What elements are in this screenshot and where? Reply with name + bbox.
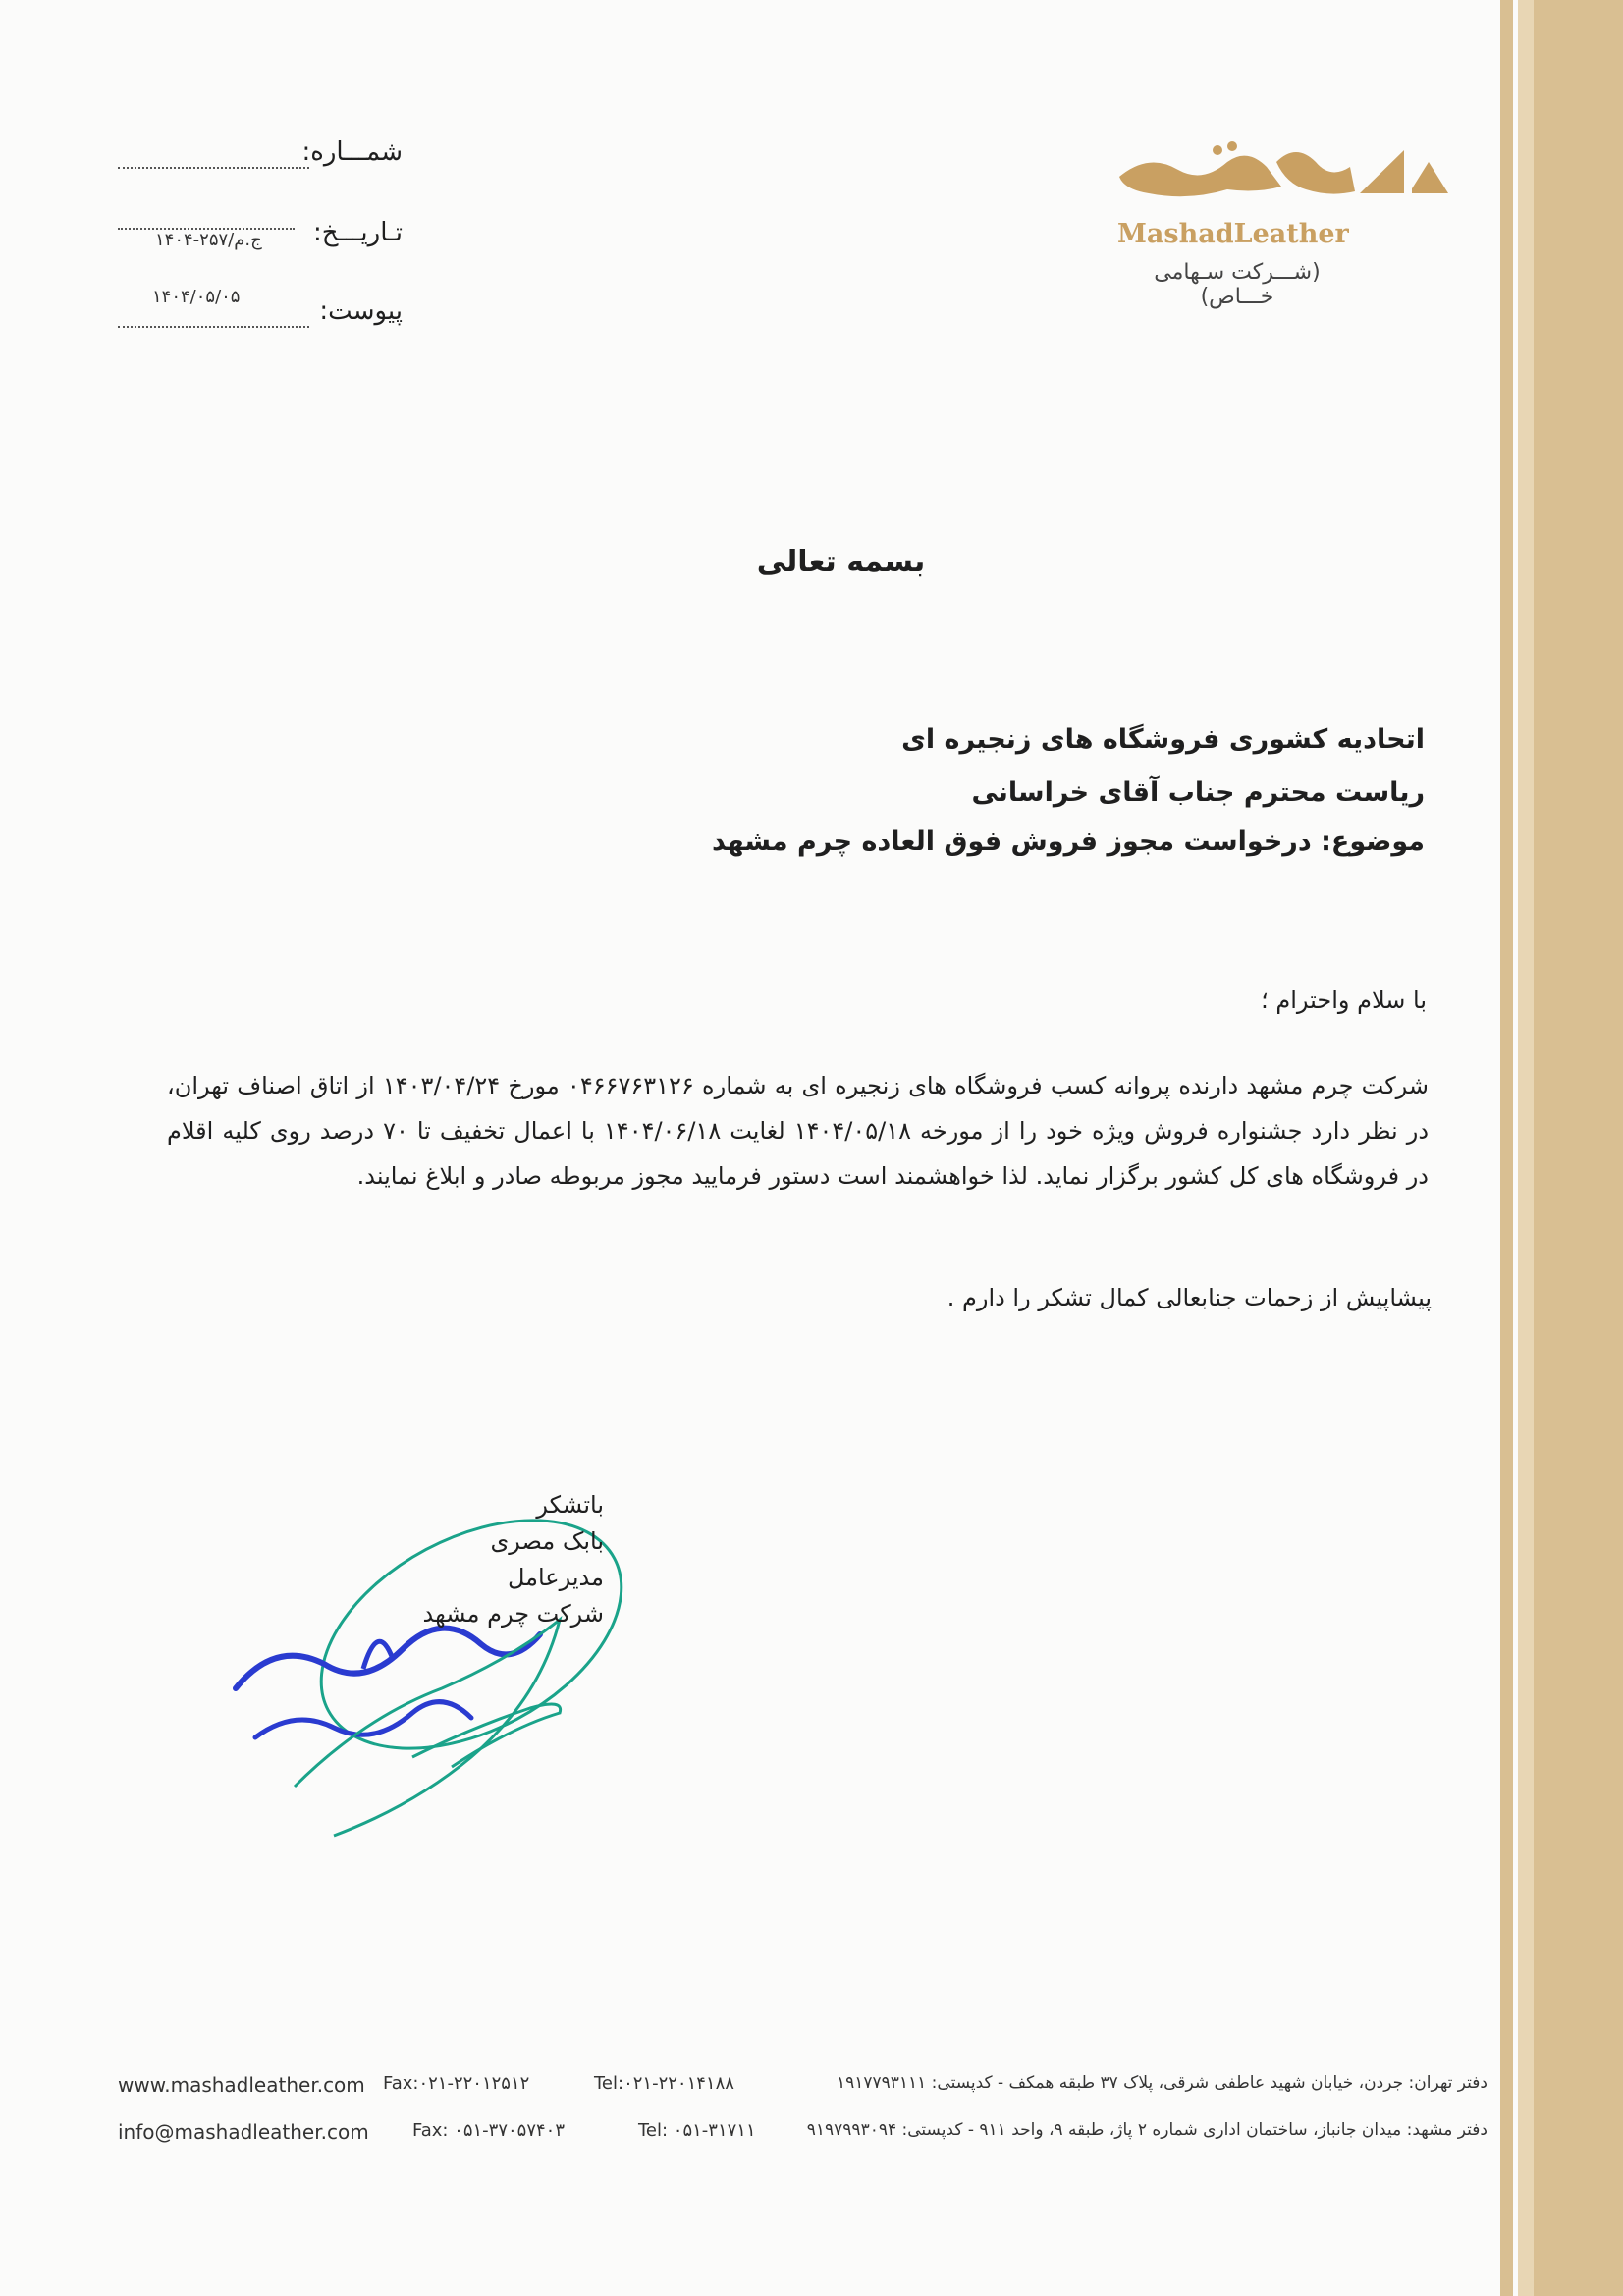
closing-line: پیشاپیش از زحمات جنابعالی کمال تشکر را دارم . xyxy=(947,1284,1432,1311)
number-label: شمـــاره: xyxy=(301,137,403,167)
tehran-address: دفتر تهران: جردن، خیابان شهید عاطفی شرقی، پلاک ۳۷ طبقه همکف - کدپستی: ۱۹۱۷۷۹۳۱۱۱ xyxy=(836,2073,1488,2093)
tehran-tel: Tel:۰۲۱-۲۲۰۱۴۱۸۸ xyxy=(594,2073,734,2094)
company-logo xyxy=(1109,133,1453,309)
attachment-row xyxy=(108,287,403,336)
signature-block xyxy=(378,1487,604,1632)
basmala: بسمه تعالی xyxy=(756,545,926,579)
mashhad-fax: Fax: ۰۵۱-۳۷۰۵۷۴۰۳ xyxy=(412,2120,566,2141)
mashhad-address: دفتر مشهد: میدان جانباز، ساختمان اداری شماره ۲ پاژ، طبقه ۹، واحد ۹۱۱ - کدپستی: ۹۱۹۷۹۹۳۰۹۴ xyxy=(806,2120,1488,2140)
logo-company-type: (شـــرکت سـهامی خـــاص) xyxy=(1154,260,1321,309)
addressee-line1: اتحادیه کشوری فروشگاه های زنجیره ای xyxy=(901,724,1425,755)
addressee-line2: ریاست محترم جناب آقای خراسانی xyxy=(971,777,1425,808)
subject-line: موضوع: درخواست مجوز فروش فوق العاده چرم مشهد xyxy=(711,827,1425,857)
date-dots xyxy=(118,228,295,230)
number-dots xyxy=(118,167,309,169)
email-link[interactable]: info@mashadleather.com xyxy=(118,2120,369,2144)
letter-body: شرکت چرم مشهد دارنده پروانه کسب فروشگاه های زنجیره ای به شماره ۰۴۶۶۷۶۳۱۲۶ مورخ ۱۴۰۳/۰۴/۲۴ از اتاق اصناف تهران، در نظر دارد جشنواره فروش ویژه خود را از مورخه ۱۴۰۴/۰۵/۱۸ لغایت ۱۴۰۴/۰۶/۱۸ با اعمال تخفیف تا ۷۰ درصد روی کلیه اقلام در فروشگاه های کل کشور برگزار نماید. لذا خواهشمند است دستور فرمایید مجوز مربوطه صادر و ابلاغ نمایند. xyxy=(167,1072,1430,1190)
footer-mashhad-row xyxy=(118,2120,1488,2150)
reference-value: ۱۴۰۴-۲۵۷/ج.م xyxy=(155,230,262,250)
date-value: ۱۴۰۴/۰۵/۰۵ xyxy=(152,287,241,307)
date-label: تـاریـــخ: xyxy=(313,218,403,247)
footer-tehran-row xyxy=(118,2073,1488,2103)
date-row xyxy=(108,218,403,257)
signatory-name: بابک مصری xyxy=(490,1527,604,1555)
attachment-label: پیوست: xyxy=(319,296,403,326)
website-link[interactable]: www.mashadleather.com xyxy=(118,2073,365,2097)
logo-mark-icon xyxy=(1109,133,1453,211)
stripe-inner-band xyxy=(1518,0,1534,2296)
attachment-dots xyxy=(118,326,309,328)
greeting: با سلام واحترام ؛ xyxy=(1261,987,1427,1014)
number-row xyxy=(108,137,403,177)
signatory-company: شرکت چرم مشهد xyxy=(422,1600,604,1628)
mashhad-tel: Tel: ۰۵۱-۳۱۷۱۱ xyxy=(638,2120,756,2141)
logo-wordmark: MashadLeather xyxy=(1117,219,1349,249)
tehran-fax: Fax:۰۲۱-۲۲۰۱۲۵۱۲ xyxy=(383,2073,530,2094)
signatory-title: مدیرعامل xyxy=(507,1564,604,1591)
signature-thanks: باتشکر xyxy=(536,1491,604,1519)
